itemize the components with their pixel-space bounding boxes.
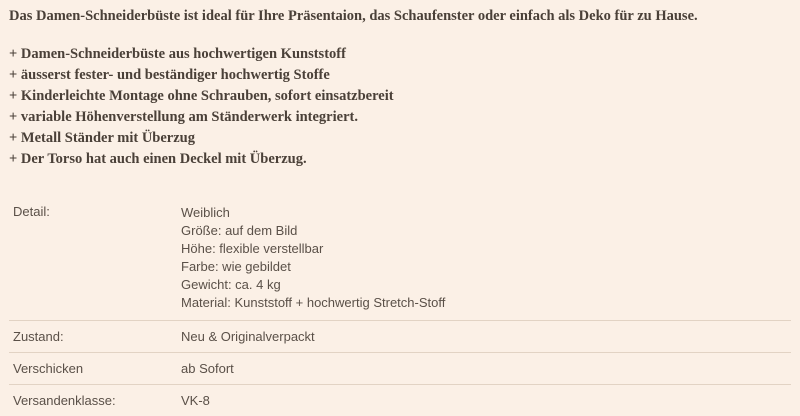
feature-list-item: + Damen-Schneiderbüste aus hochwertigen Kunststoff — [9, 44, 791, 65]
spec-label: Versandenklasse: — [9, 385, 181, 416]
spec-value: ab Sofort — [181, 353, 791, 385]
spec-label: Zustand: — [9, 321, 181, 353]
intro-lead-text: Das Damen-Schneiderbüste ist ideal für Ihre Präsentaion, das Schaufenster oder einfach als Deko für zu Hause. — [9, 6, 791, 27]
feature-list — [9, 44, 791, 170]
spec-value: Neu & Originalverpackt — [181, 321, 791, 353]
feature-list-item: + äusserst fester- und beständiger hochwertig Stoffe — [9, 65, 791, 86]
intro-block — [9, 6, 791, 170]
spec-value-line: Größe: auf dem Bild — [181, 222, 791, 240]
feature-list-item: + Der Torso hat auch einen Deckel mit Überzug. — [9, 149, 791, 170]
table-row — [9, 321, 791, 353]
table-row — [9, 198, 791, 321]
feature-list-item: + Metall Ständer mit Überzug — [9, 128, 791, 149]
feature-list-item: + Kinderleichte Montage ohne Schrauben, sofort einsatzbereit — [9, 86, 791, 107]
spec-value-line: Gewicht: ca. 4 kg — [181, 276, 791, 294]
spec-value — [181, 198, 791, 321]
feature-list-item: + variable Höhenverstellung am Ständerwerk integriert. — [9, 107, 791, 128]
spec-value-line: Material: Kunststoff + hochwertig Stretch-Stoff — [181, 294, 791, 312]
spec-value: VK-8 — [181, 385, 791, 416]
spec-value-line: Weiblich — [181, 204, 791, 222]
table-row — [9, 385, 791, 416]
spec-value-line: Farbe: wie gebildet — [181, 258, 791, 276]
spec-value-line: Höhe: flexible verstellbar — [181, 240, 791, 258]
table-row — [9, 353, 791, 385]
spec-label: Detail: — [9, 198, 181, 321]
spec-label: Verschicken — [9, 353, 181, 385]
specification-table — [9, 198, 791, 416]
